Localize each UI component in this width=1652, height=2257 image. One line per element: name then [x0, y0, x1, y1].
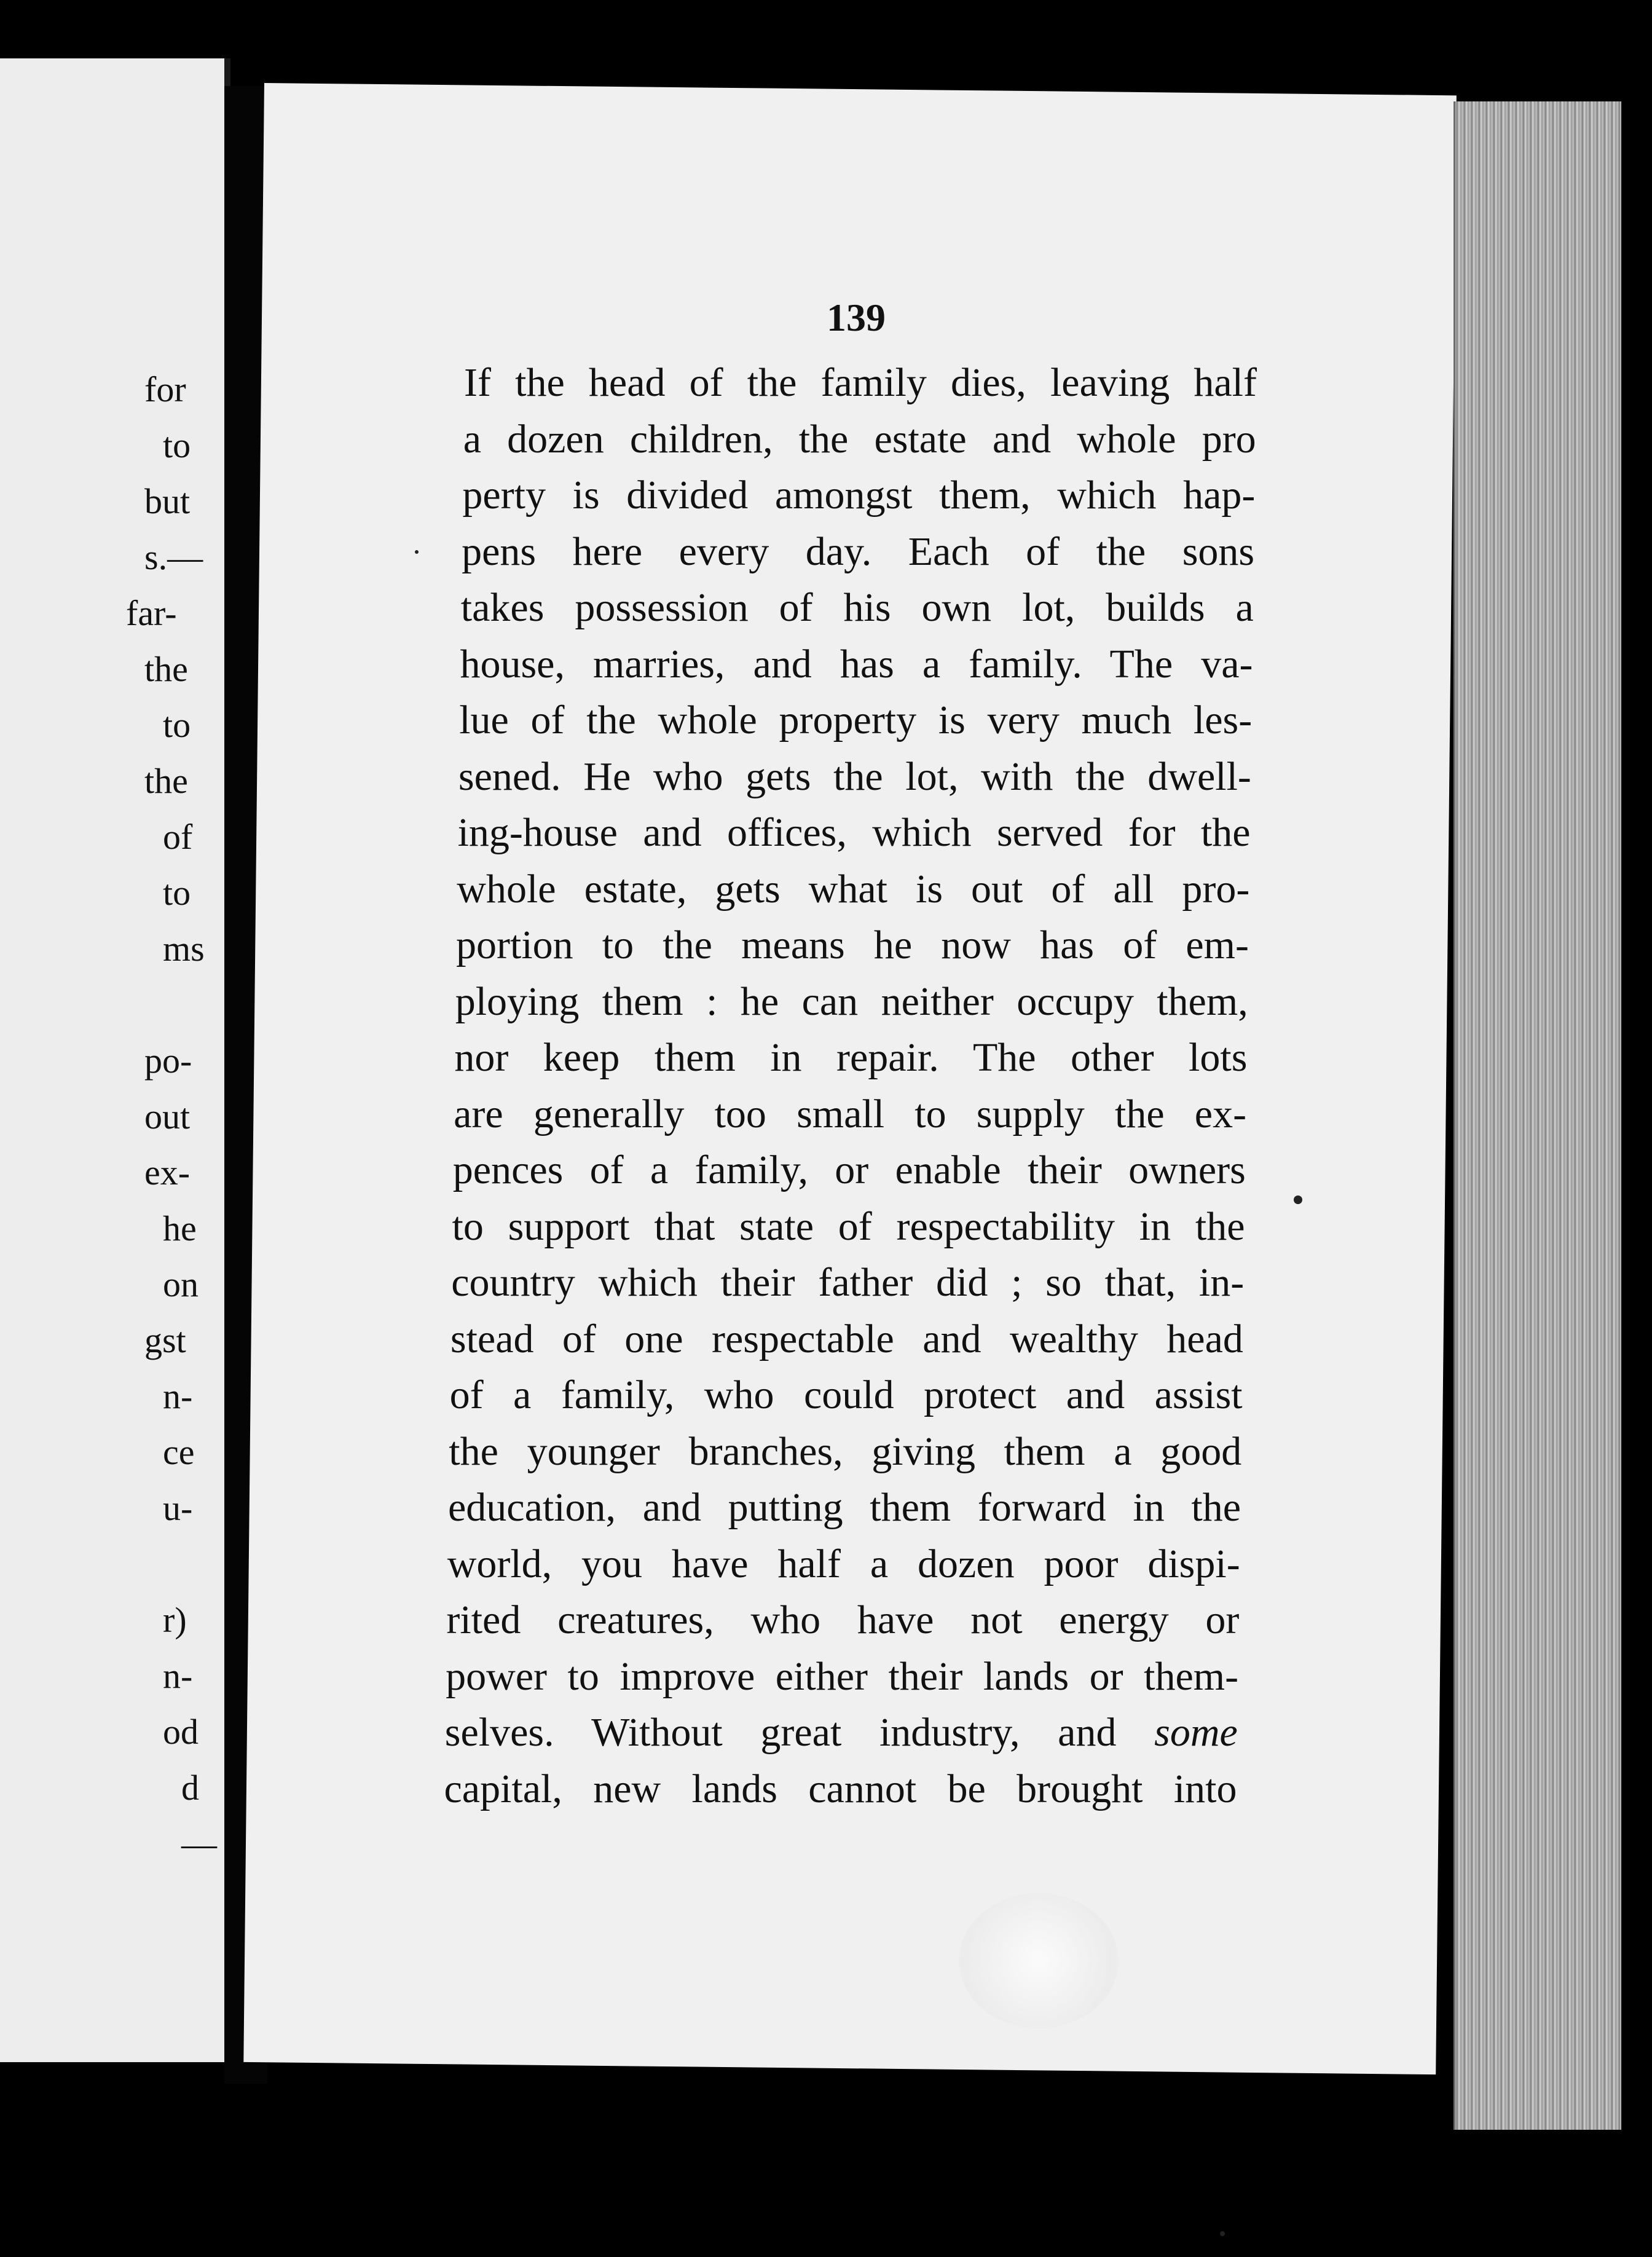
left-page-fragment: to	[163, 705, 191, 745]
left-page-fragment: s.—	[144, 537, 203, 577]
left-page-fragment: —	[181, 1824, 217, 1864]
left-page-fragment: of	[163, 817, 193, 857]
text-line: a dozen children, the estate and whole pro	[463, 416, 1256, 462]
left-page-fragment: far-	[126, 593, 177, 633]
left-page-fragment: to	[163, 425, 191, 465]
text-line: of a family, who could protect and assist	[449, 1373, 1243, 1417]
left-page-fragment: r)	[163, 1600, 187, 1640]
ink-speck	[1294, 1195, 1302, 1204]
text-line: stead of one respectable and wealthy head	[450, 1316, 1243, 1361]
text-line: takes possession of his own lot, builds a	[460, 585, 1254, 630]
text-line: ing-house and offices, which served for the	[457, 810, 1251, 855]
text-line: pences of a family, or enable their owners	[452, 1148, 1246, 1192]
ink-speck	[415, 550, 419, 554]
paper-stain	[959, 1893, 1119, 2028]
left-page-fragment: od	[163, 1712, 199, 1752]
text-line: education, and putting them forward in the	[448, 1485, 1241, 1530]
left-page-fragment: d	[181, 1768, 199, 1808]
text-line: nor keep them in repair. The other lots	[454, 1035, 1248, 1080]
left-page-fragment: ex-	[144, 1152, 191, 1192]
left-page-fragment: the	[144, 649, 188, 689]
left-page-fragment: out	[144, 1097, 191, 1136]
left-page-fragment: the	[144, 761, 188, 801]
left-page-fragment: gst	[144, 1320, 186, 1360]
text-line: world, you have half a dozen poor dispi-	[447, 1541, 1240, 1586]
text-line: perty is divided amongst them, which hap-	[462, 473, 1256, 518]
text-line: lue of the whole property is very much les-	[459, 698, 1253, 742]
text-line: If the head of the family dies, leaving half	[464, 360, 1257, 405]
left-page-fragment: u-	[163, 1488, 193, 1528]
left-page-fragment: n-	[163, 1656, 193, 1696]
text-line: pens here every day. Each of the sons	[462, 529, 1255, 574]
left-page-fragment: to	[163, 873, 191, 913]
text-line: capital, new lands cannot be brought into	[444, 1766, 1237, 1811]
text-line: are generally too small to supply the ex-	[454, 1091, 1247, 1136]
text-line: to support that state of respectability in the	[452, 1203, 1245, 1249]
text-line: power to improve either their lands or them-	[446, 1653, 1239, 1699]
text-line: country which their father did ; so that, in-	[451, 1260, 1245, 1305]
page-number: 139	[827, 296, 886, 339]
text-line: portion to the means he now has of em-	[456, 923, 1249, 967]
text-line: whole estate, gets what is out of all pro-	[457, 866, 1250, 912]
text-line: house, marries, and has a family. The va-	[460, 641, 1253, 687]
left-page-fragment: ms	[163, 929, 205, 969]
left-page-fragment: on	[163, 1264, 199, 1304]
text-line: ploying them : he can neither occupy them,	[455, 979, 1248, 1024]
left-page-fragment: he	[163, 1208, 197, 1248]
left-page-fragment: n-	[163, 1376, 193, 1416]
text-line: the younger branches, giving them a good	[449, 1428, 1242, 1474]
left-page-fragment: ce	[163, 1432, 195, 1472]
left-page-fragment: for	[144, 369, 186, 409]
text-line: selves. Without great industry, and some	[444, 1710, 1238, 1755]
emphasized-word: some	[1154, 1710, 1238, 1755]
left-page-fragment: po-	[144, 1041, 192, 1081]
text-line: rited creatures, who have not energy or	[446, 1597, 1240, 1642]
ink-speck	[1220, 2231, 1225, 2236]
left-page-fragment: but	[144, 481, 191, 521]
text-line: sened. He who gets the lot, with the dwell-	[458, 754, 1251, 799]
